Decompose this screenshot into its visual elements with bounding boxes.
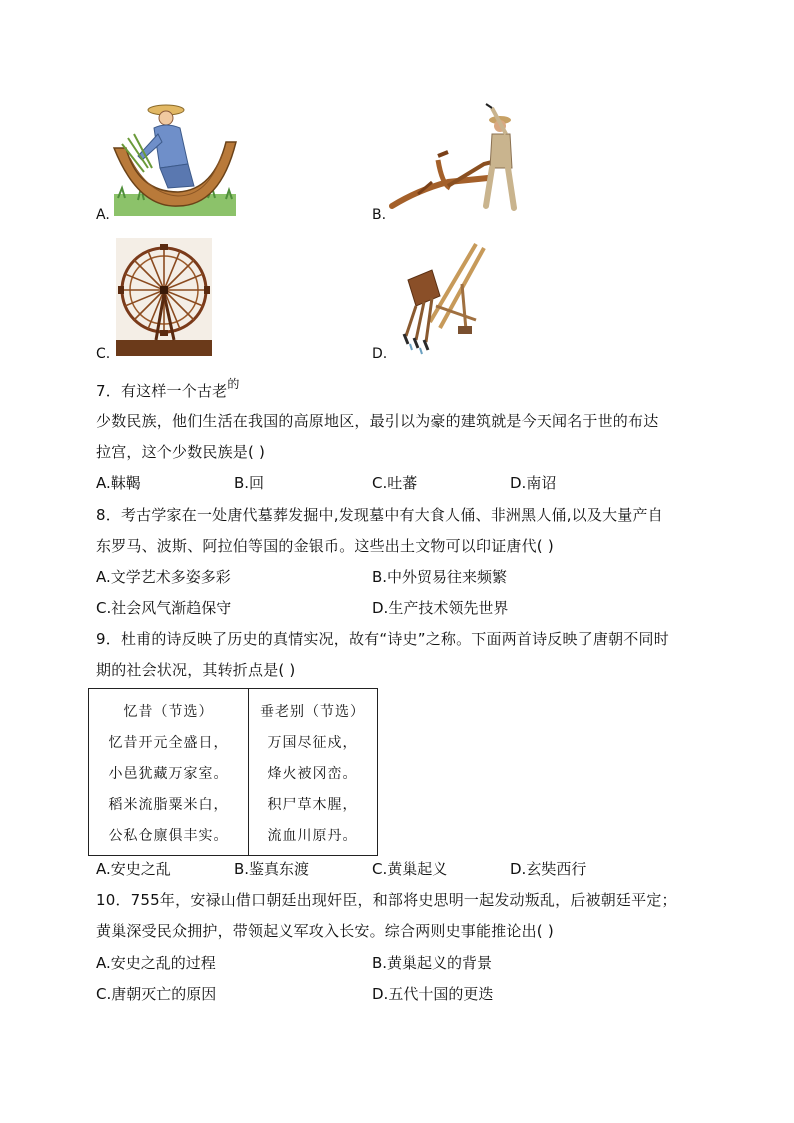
q9-stem-line1: 9．杜甫的诗反映了历史的真情实况，故有“诗史”之称。下面两首诗反映了唐朝不同时 (96, 630, 669, 648)
q9-option-c: C.黄巢起义 (372, 860, 448, 878)
poem-right-line: 流血川原丹。 (267, 828, 358, 844)
poem-left-line: 公私仓廪俱丰实。 (108, 828, 229, 844)
poem-right-line: 万国尽征戍， (267, 735, 358, 751)
poem-left-line: 小邑犹藏万家室。 (108, 766, 229, 782)
option-b-image (388, 102, 524, 214)
poem-right-line: 烽火被冈峦。 (267, 766, 358, 782)
option-a-image (108, 98, 240, 220)
q10-stem-line1: 10．755年，安禄山借口朝廷出现奸臣，和部将史思明一起发动叛乱，后被朝廷平定； (96, 891, 677, 909)
q10-option-b: B.黄巢起义的背景 (372, 954, 493, 972)
q8-stem-line1: 8．考古学家在一处唐代墓葬发掘中,发现墓中有大食人俑、非洲黑人俑,以及大量产自 (96, 506, 663, 524)
option-d-image (396, 240, 488, 358)
q7-stem-line2: 少数民族，他们生活在我国的高原地区，最引以为豪的建筑就是今天闻名于世的布达 (96, 412, 659, 430)
q7-option-b: B.回 (234, 474, 265, 492)
q10-option-c: C.唐朝灭亡的原因 (96, 985, 217, 1003)
q7-option-c: C.吐蕃 (372, 474, 418, 492)
poem-right-line: 积尸草木腥， (267, 797, 358, 813)
q7-stem-line1 (96, 377, 240, 401)
option-c-image (116, 238, 212, 356)
poem-table (88, 688, 378, 856)
q8-option-c: C.社会风气渐趋保守 (96, 599, 232, 617)
q9-option-a: A.安史之乱 (96, 860, 171, 878)
q9-option-d: D.玄奘西行 (510, 860, 587, 878)
q7-stem-sup: 的 (227, 377, 240, 391)
q10-option-d: D.五代十国的更迭 (372, 985, 494, 1003)
q8-option-b: B.中外贸易往来频繁 (372, 568, 508, 586)
poem-left-line: 忆昔开元全盛日， (108, 735, 229, 751)
q8-option-d: D.生产技术领先世界 (372, 599, 509, 617)
poem-left-title: 忆昔（节选） (123, 704, 214, 720)
poem-left (89, 697, 248, 852)
q7-stem-line3: 拉宫，这个少数民族是( ) (96, 443, 266, 461)
q7-option-d: D.南诏 (510, 474, 557, 492)
q9-option-b: B.鉴真东渡 (234, 860, 310, 878)
q7-option-a: A.靺鞨 (96, 474, 141, 492)
option-d-label: D. (372, 346, 388, 362)
q10-stem-line2: 黄巢深受民众拥护，带领起义军攻入长安。综合两则史事能推论出( ) (96, 922, 554, 940)
q7-stem-main: 7．有这样一个古老 (96, 382, 228, 400)
q8-option-a: A.文学艺术多姿多彩 (96, 568, 231, 586)
poem-left-line: 稻米流脂粟米白， (108, 797, 229, 813)
poem-right-title: 垂老别（节选） (260, 704, 365, 720)
option-a-label: A. (96, 207, 110, 223)
option-b-label: B. (372, 207, 387, 223)
poem-right (248, 697, 377, 852)
option-c-label: C. (96, 346, 111, 362)
q9-stem-line2: 期的社会状况，其转折点是( ) (96, 661, 296, 679)
q8-stem-line2: 东罗马、波斯、阿拉伯等国的金银币。这些出土文物可以印证唐代( ) (96, 537, 554, 555)
q10-option-a: A.安史之乱的过程 (96, 954, 216, 972)
